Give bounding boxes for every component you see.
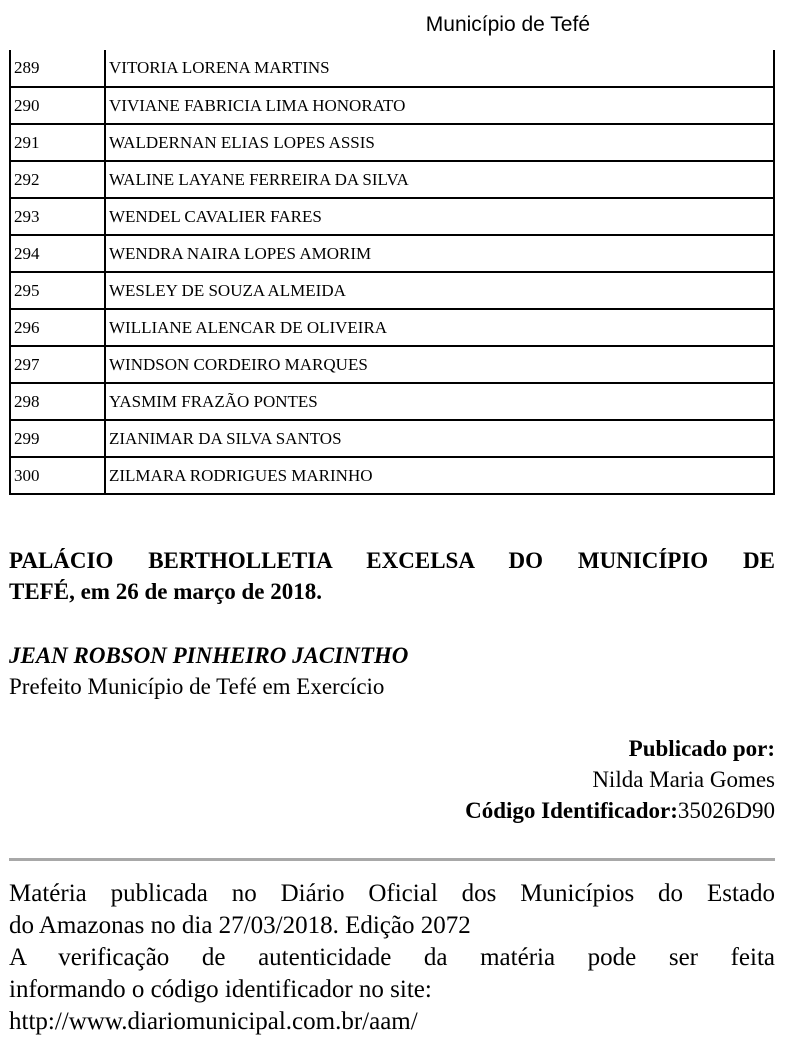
row-number: 300: [10, 457, 105, 494]
row-name: VIVIANE FABRICIA LIMA HONORATO: [105, 87, 774, 124]
row-number: 292: [10, 161, 105, 198]
table-row: [10, 235, 774, 272]
page-header-title: Município de Tefé: [425, 13, 590, 36]
table-row: [10, 198, 774, 235]
table-row: [10, 87, 774, 124]
row-name: WINDSON CORDEIRO MARQUES: [105, 346, 774, 383]
row-name: WALDERNAN ELIAS LOPES ASSIS: [105, 124, 774, 161]
publication-footer: [9, 878, 775, 1038]
publisher-block: [465, 733, 775, 826]
signatory-name: JEAN ROBSON PINHEIRO JACINTHO: [9, 643, 409, 668]
closing-line-2: TEFÉ, em 26 de março de 2018.: [9, 579, 323, 604]
closing-statement: [9, 545, 775, 607]
table-row: [10, 457, 774, 494]
row-name: WESLEY DE SOUZA ALMEIDA: [105, 272, 774, 309]
row-name: WALINE LAYANE FERREIRA DA SILVA: [105, 161, 774, 198]
footer-line-3: A verificação de autenticidade da matéria pode ser feita: [9, 944, 775, 971]
row-number: 291: [10, 124, 105, 161]
publisher-code: [465, 795, 775, 826]
row-number: 298: [10, 383, 105, 420]
publisher-name: Nilda Maria Gomes: [592, 767, 775, 792]
row-number: 299: [10, 420, 105, 457]
closing-line-1: PALÁCIO BERTHOLLETIA EXCELSA DO MUNICÍPIO DE: [9, 548, 775, 573]
row-number: 290: [10, 87, 105, 124]
table-row: [10, 50, 774, 87]
row-name: WENDRA NAIRA LOPES AMORIM: [105, 235, 774, 272]
row-name: VITORIA LORENA MARTINS: [105, 50, 774, 87]
row-name: WENDEL CAVALIER FARES: [105, 198, 774, 235]
footer-line-1: Matéria publicada no Diário Oficial dos Municípios do Estado: [9, 880, 775, 907]
row-number: 296: [10, 309, 105, 346]
table-row: [10, 420, 774, 457]
footer-line-2: do Amazonas no dia 27/03/2018. Edição 2072: [9, 912, 471, 939]
table-row: [10, 161, 774, 198]
code-label: Código Identificador:: [465, 798, 678, 823]
footer-divider: [9, 858, 775, 861]
signatory-role: Prefeito Município de Tefé em Exercício: [9, 674, 385, 699]
row-number: 293: [10, 198, 105, 235]
signatory-block: [9, 640, 408, 702]
table-row: [10, 272, 774, 309]
row-number: 289: [10, 50, 105, 87]
row-number: 294: [10, 235, 105, 272]
row-name: ZILMARA RODRIGUES MARINHO: [105, 457, 774, 494]
row-name: YASMIM FRAZÃO PONTES: [105, 383, 774, 420]
code-value: 35026D90: [677, 798, 775, 823]
table-row: [10, 124, 774, 161]
footer-line-4: informando o código identificador no site:: [9, 976, 432, 1003]
row-name: ZIANIMAR DA SILVA SANTOS: [105, 420, 774, 457]
table-row: [10, 346, 774, 383]
row-name: WILLIANE ALENCAR DE OLIVEIRA: [105, 309, 774, 346]
footer-url: http://www.diariomunicipal.com.br/aam/: [9, 1008, 418, 1035]
publisher-label: Publicado por:: [628, 736, 775, 761]
table-row: [10, 383, 774, 420]
table-row: [10, 309, 774, 346]
names-table: [9, 50, 775, 495]
row-number: 297: [10, 346, 105, 383]
row-number: 295: [10, 272, 105, 309]
